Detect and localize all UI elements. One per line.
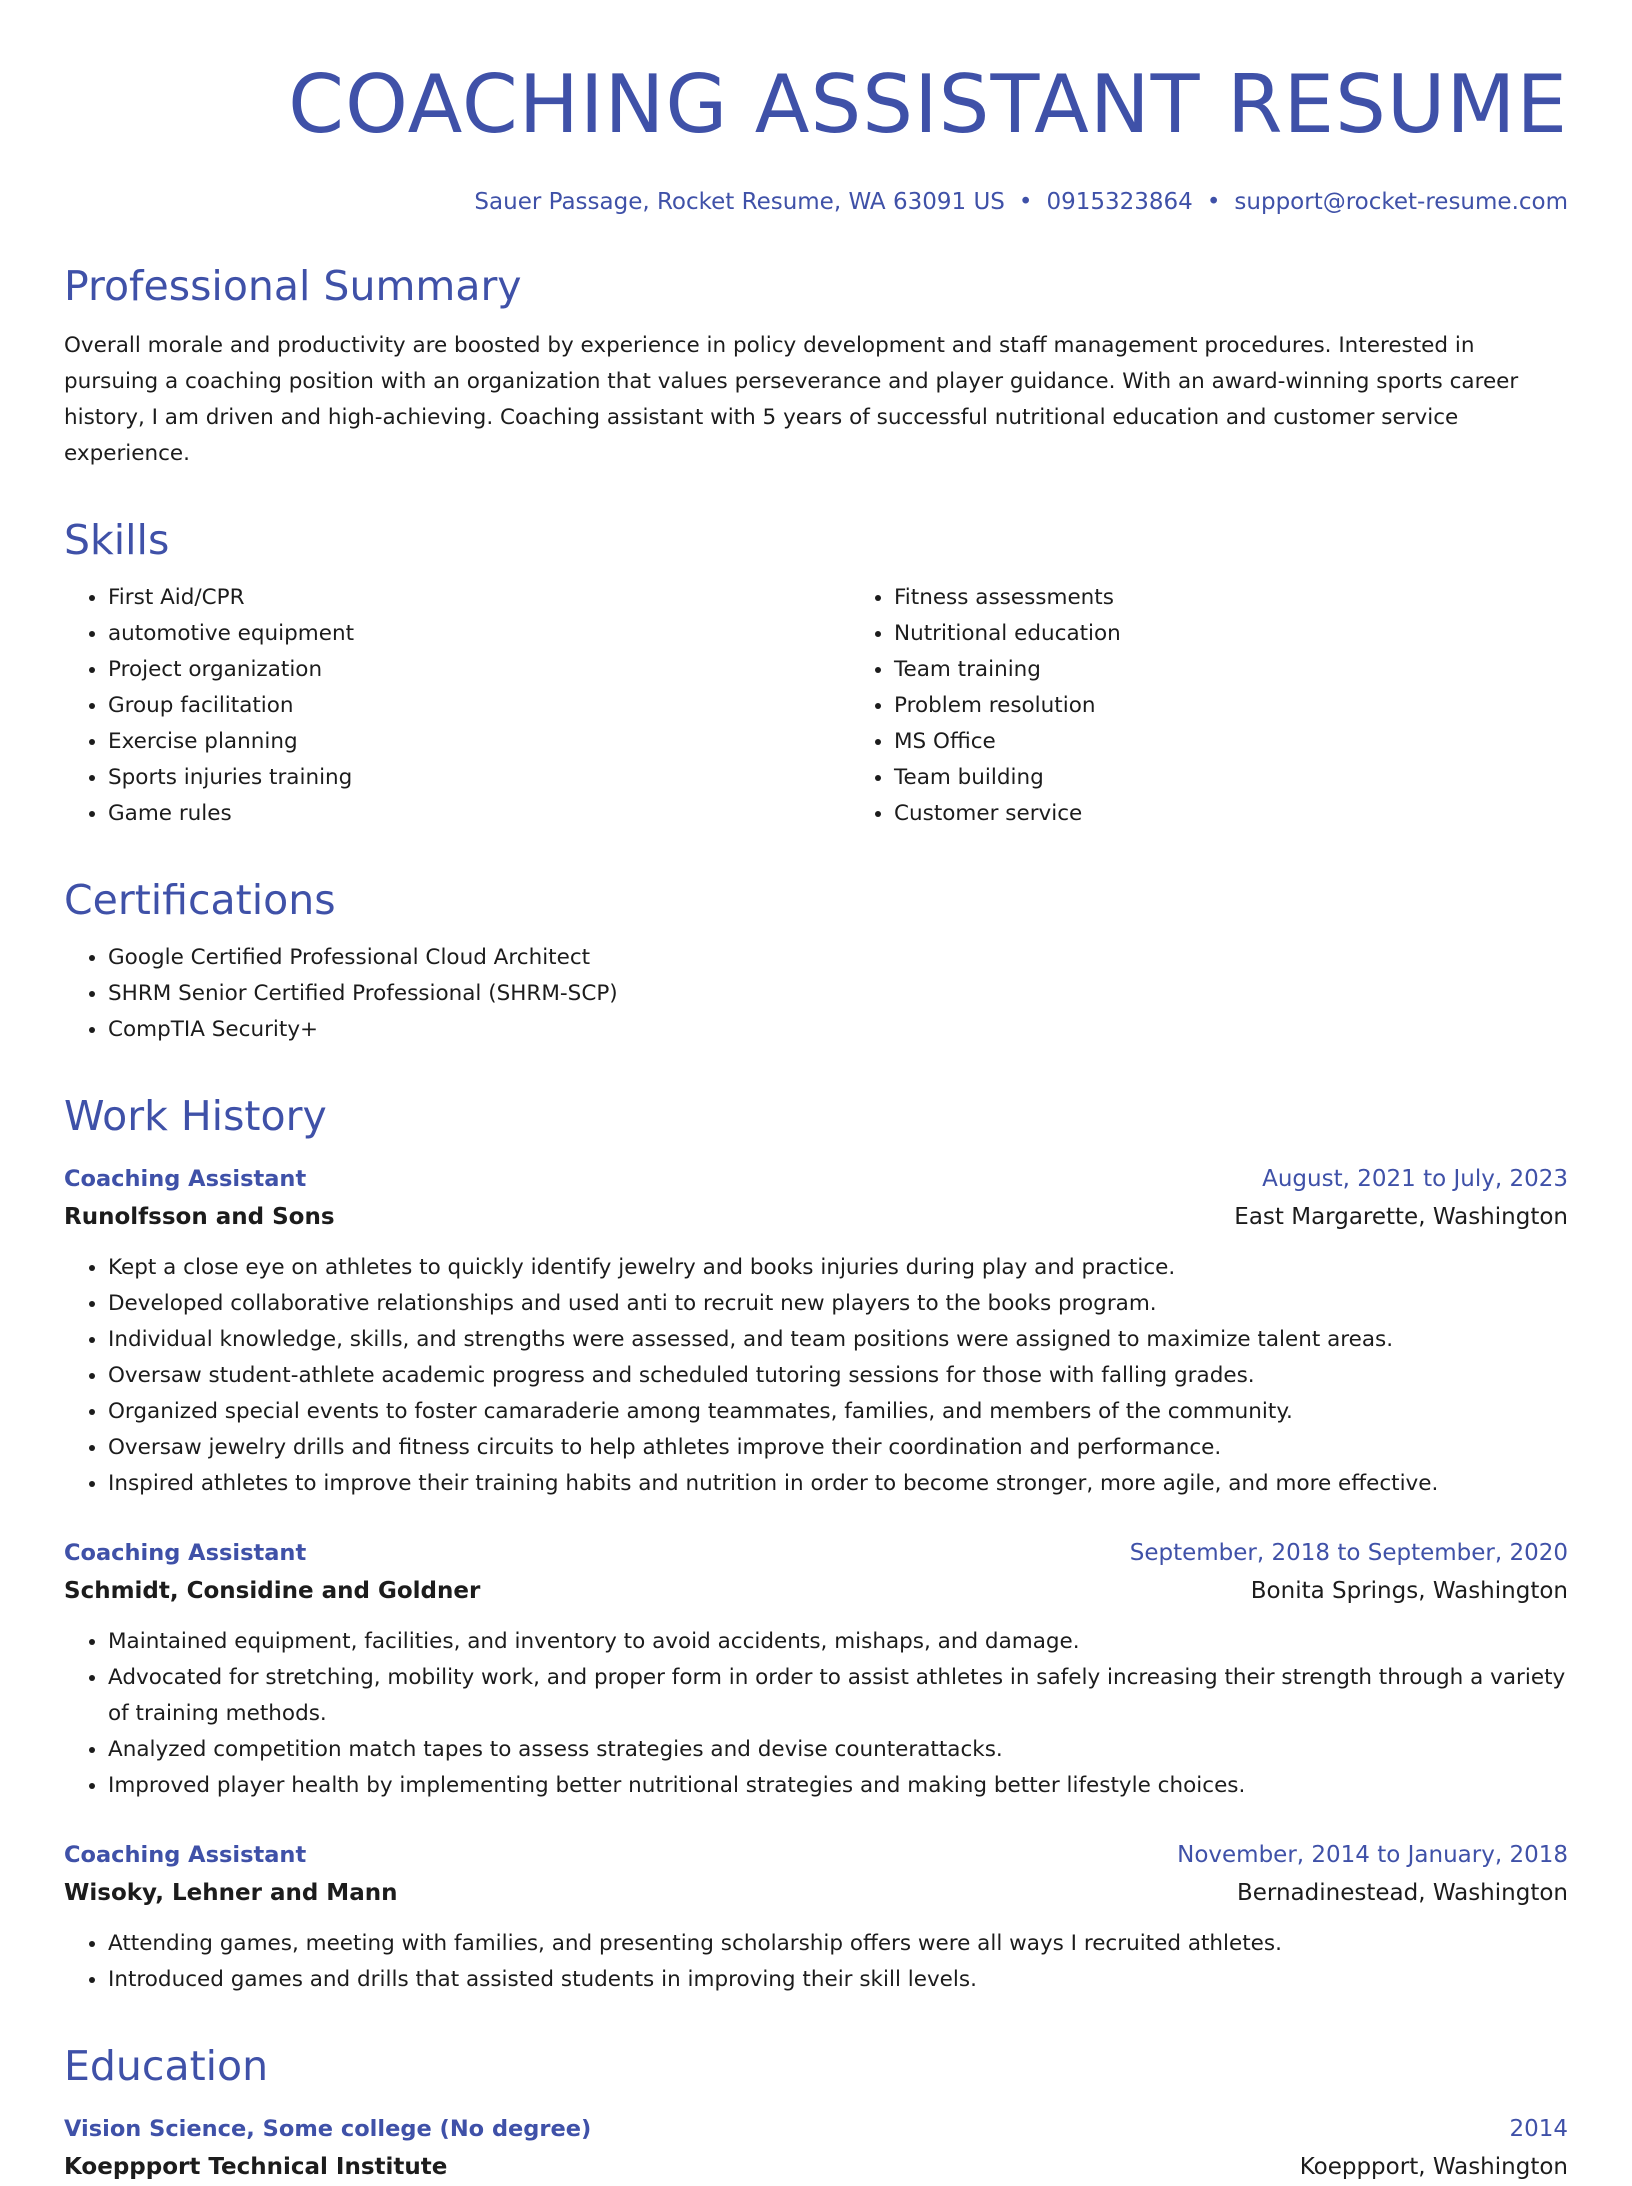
section-heading-skills: Skills [64, 516, 170, 564]
certification-item: • Google Certified Professional Cloud Architect [108, 940, 1568, 976]
job-dates: August, 2021 to July, 2023 [1262, 1166, 1568, 1192]
contact-phone: 0915323864 [1046, 189, 1193, 215]
skill-item: • Problem resolution [894, 688, 1632, 724]
job-company: Wisoky, Lehner and Mann [64, 1880, 398, 1906]
summary-text: Overall morale and productivity are boosted by experience in policy development and staff management procedures. Interested in pursuing a coaching position with an organization that values perseverance and player guidance. With an award-winning sports career history, I am driven and high-achieving. Coaching assistant with 5 years of successful nutritional education and customer service experience. [64, 333, 1519, 466]
job-bullet: • Inspired athletes to improve their training habits and nutrition in order to become stronger, more agile, and more effective. [108, 1466, 1568, 1502]
skill-item: • Sports injuries training [108, 760, 850, 796]
skills-list [64, 580, 1568, 832]
skill-item: • First Aid/CPR [108, 580, 850, 616]
job-dates: November, 2014 to January, 2018 [1177, 1842, 1568, 1868]
job-entry [64, 1160, 1568, 1502]
job-company: Runolfsson and Sons [64, 1204, 335, 1230]
skill-item: • Fitness assessments [894, 580, 1632, 616]
skill-item: • Team building [894, 760, 1632, 796]
education-school: Koeppport Technical Institute [64, 2154, 448, 2180]
section-heading-work-history: Work History [64, 1092, 327, 1140]
job-bullet: • Oversaw student-athlete academic progress and scheduled tutoring sessions for those with falling grades. [108, 1358, 1568, 1394]
job-bullets [64, 1250, 1568, 1502]
job-bullet: • Individual knowledge, skills, and strengths were assessed, and team positions were assigned to maximize talent areas. [108, 1322, 1568, 1358]
job-location: Bernadinestead, Washington [1237, 1880, 1568, 1906]
contact-address: Sauer Passage, Rocket Resume, WA 63091 US [474, 189, 1005, 215]
skills-column-left [64, 580, 850, 832]
job-title: Coaching Assistant [64, 1166, 307, 1192]
job-title: Coaching Assistant [64, 1540, 307, 1566]
contact-line [64, 186, 1568, 218]
resume-page [64, 50, 1568, 2186]
job-bullet: • Developed collaborative relationships and used anti to recruit new players to the books program. [108, 1286, 1568, 1322]
job-entry [64, 1836, 1568, 1998]
job-entry [64, 1534, 1568, 1804]
certification-item: • SHRM Senior Certified Professional (SHRM-SCP) [108, 976, 1568, 1012]
education-degree: Vision Science, Some college (No degree) [64, 2116, 592, 2142]
skills-column-right [850, 580, 1632, 832]
skill-item: • Team training [894, 652, 1632, 688]
job-company: Schmidt, Considine and Goldner [64, 1578, 481, 1604]
skill-item: • MS Office [894, 724, 1632, 760]
job-bullet: • Oversaw jewelry drills and fitness circuits to help athletes improve their coordination and performance. [108, 1430, 1568, 1466]
job-bullets [64, 1926, 1568, 1998]
skill-item: • Game rules [108, 796, 850, 832]
skill-item: • Group facilitation [108, 688, 850, 724]
job-bullets [64, 1624, 1568, 1804]
certifications-list [64, 940, 1568, 1048]
job-dates: September, 2018 to September, 2020 [1129, 1540, 1568, 1566]
job-location: East Margarette, Washington [1234, 1204, 1568, 1230]
job-bullet: • Maintained equipment, facilities, and inventory to avoid accidents, mishaps, and damage. [108, 1624, 1568, 1660]
education-entry [64, 2110, 1568, 2186]
job-bullet: • Kept a close eye on athletes to quickly identify jewelry and books injuries during play and practice. [108, 1250, 1568, 1286]
skill-item: • automotive equipment [108, 616, 850, 652]
contact-separator: • [1018, 189, 1033, 215]
education-year: 2014 [1509, 2116, 1568, 2142]
skill-item: • Nutritional education [894, 616, 1632, 652]
job-bullet: • Improved player health by implementing better nutritional strategies and making better lifestyle choices. [108, 1768, 1568, 1804]
section-heading-education: Education [64, 2042, 269, 2090]
job-title: Coaching Assistant [64, 1842, 307, 1868]
section-heading-summary: Professional Summary [64, 262, 522, 310]
certification-item: • CompTIA Security+ [108, 1012, 1568, 1048]
job-bullet: • Attending games, meeting with families, and presenting scholarship offers were all ways I recruited athletes. [108, 1926, 1568, 1962]
skill-item: • Project organization [108, 652, 850, 688]
skill-item: • Exercise planning [108, 724, 850, 760]
job-bullet: • Advocated for stretching, mobility work, and proper form in order to assist athletes in safely increasing their strength through a variety of training methods. [108, 1660, 1568, 1732]
section-heading-certifications: Certifications [64, 876, 336, 924]
job-bullet: • Analyzed competition match tapes to assess strategies and devise counterattacks. [108, 1732, 1568, 1768]
contact-email[interactable]: support@rocket-resume.com [1234, 189, 1568, 215]
job-location: Bonita Springs, Washington [1250, 1578, 1568, 1604]
contact-separator: • [1206, 189, 1221, 215]
skill-item: • Customer service [894, 796, 1632, 832]
job-bullet: • Introduced games and drills that assisted students in improving their skill levels. [108, 1962, 1568, 1998]
job-bullet: • Organized special events to foster camaraderie among teammates, families, and members of the community. [108, 1394, 1568, 1430]
resume-title: COACHING ASSISTANT RESUME [288, 58, 1568, 151]
education-location: Koeppport, Washington [1299, 2154, 1568, 2180]
